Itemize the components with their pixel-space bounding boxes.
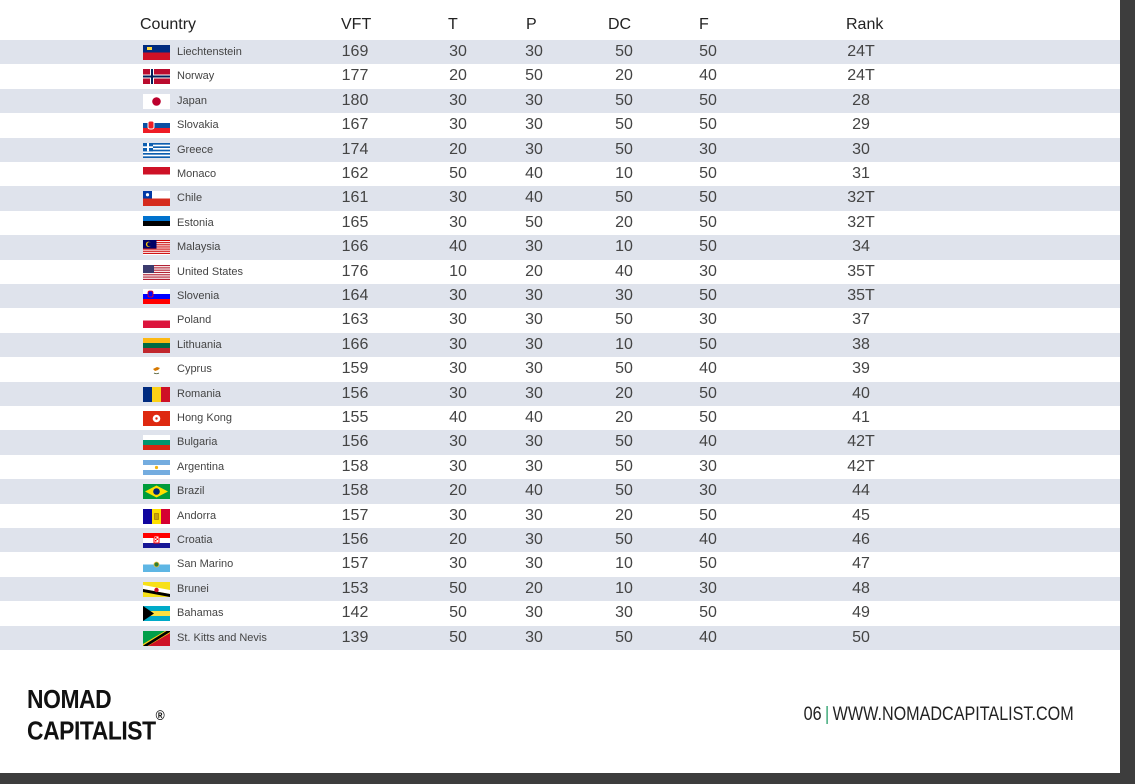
t-cell: 50	[449, 628, 467, 646]
rank-cell: 24T	[847, 43, 875, 60]
country-name: Cyprus	[177, 363, 212, 376]
f-cell: 40	[699, 360, 717, 378]
greece-flag-icon	[143, 143, 170, 158]
f-cell: 50	[699, 116, 717, 134]
country-name: Estonia	[177, 216, 214, 229]
rank-cell: 42T	[847, 457, 875, 475]
rank-cell: 39	[852, 360, 870, 378]
table-row	[0, 138, 1120, 162]
country-name: Malaysia	[177, 241, 221, 254]
p-cell: 30	[525, 457, 543, 475]
table-row	[0, 479, 1120, 503]
dc-cell: 30	[615, 604, 633, 622]
vft-cell: 162	[341, 165, 369, 182]
t-cell: 40	[449, 238, 467, 256]
p-cell: 30	[525, 433, 543, 451]
rank-cell: 35T	[847, 262, 875, 280]
t-cell: 30	[449, 213, 467, 231]
vft-cell: 155	[341, 409, 369, 426]
table-row	[0, 601, 1120, 625]
f-cell: 30	[699, 140, 717, 158]
p-cell: 50	[525, 67, 543, 85]
rank-cell: 42T	[847, 433, 875, 451]
f-cell: 50	[699, 555, 717, 573]
country-name: Lithuania	[177, 338, 222, 351]
rank-cell: 28	[852, 91, 870, 109]
t-cell: 30	[449, 311, 467, 329]
rank-cell: 48	[852, 579, 870, 597]
table-row	[0, 284, 1120, 308]
f-cell: 40	[699, 433, 717, 451]
f-cell: 50	[699, 384, 717, 402]
chile-flag-icon	[143, 191, 170, 206]
t-cell: 20	[449, 531, 467, 548]
website-link[interactable]: WWW.NOMADCAPITALIST.COM	[832, 704, 1074, 725]
country-name: Hong Kong	[177, 412, 233, 424]
dc-cell: 10	[615, 579, 633, 597]
p-cell: 30	[525, 360, 543, 378]
table-row	[0, 235, 1120, 259]
dc-cell: 20	[615, 213, 633, 231]
t-cell: 50	[449, 579, 467, 597]
t-cell: 30	[449, 457, 467, 475]
table-row	[0, 382, 1120, 406]
dc-cell: 20	[615, 67, 633, 85]
country-name: Poland	[177, 314, 212, 327]
table-row	[0, 577, 1120, 601]
brunei-flag-icon	[143, 582, 170, 597]
country-name: Slovakia	[177, 119, 219, 132]
p-cell: 30	[525, 506, 543, 524]
bulgaria-flag-icon	[143, 435, 170, 450]
country-name: Romania	[177, 387, 222, 400]
slovakia-flag-icon	[143, 118, 170, 133]
hong-kong-flag-icon	[143, 411, 170, 426]
t-cell: 50	[449, 604, 467, 622]
vft-cell: 164	[341, 287, 369, 304]
p-cell: 30	[525, 43, 543, 60]
country-name: Bulgaria	[177, 436, 218, 449]
rank-cell: 30	[852, 140, 870, 158]
t-cell: 30	[449, 116, 467, 134]
dc-cell: 50	[615, 189, 633, 207]
table-row	[0, 308, 1120, 332]
p-cell: 20	[525, 579, 543, 597]
rank-cell: 24T	[847, 67, 875, 85]
table-row	[0, 333, 1120, 357]
f-cell: 40	[699, 531, 717, 548]
t-cell: 30	[449, 43, 467, 60]
dc-cell: 50	[615, 482, 633, 500]
dc-cell: 20	[615, 506, 633, 524]
f-cell: 50	[699, 604, 717, 622]
t-cell: 20	[449, 140, 467, 158]
p-cell: 30	[525, 604, 543, 622]
vft-cell: 176	[341, 262, 369, 280]
vft-cell: 163	[341, 311, 369, 329]
vft-cell: 142	[341, 604, 369, 622]
vft-cell: 169	[341, 43, 369, 60]
f-cell: 50	[699, 213, 717, 231]
rank-cell: 40	[852, 384, 870, 402]
vft-cell: 174	[341, 140, 369, 158]
p-cell: 40	[525, 189, 543, 207]
vft-cell: 165	[341, 213, 369, 231]
country-name: Brazil	[177, 485, 205, 498]
rank-cell: 44	[852, 482, 870, 500]
estonia-flag-icon	[143, 216, 170, 231]
logo-line-1: NOMAD	[27, 684, 112, 714]
t-cell: 30	[449, 384, 467, 402]
rank-cell: 35T	[847, 287, 875, 304]
p-cell: 30	[525, 287, 543, 304]
table-row	[0, 430, 1120, 454]
t-cell: 30	[449, 433, 467, 451]
brazil-flag-icon	[143, 484, 170, 499]
p-cell: 30	[525, 628, 543, 646]
t-cell: 30	[449, 287, 467, 304]
lithuania-flag-icon	[143, 338, 170, 353]
dc-cell: 50	[615, 116, 633, 134]
rank-cell: 38	[852, 335, 870, 353]
vft-cell: 177	[341, 67, 369, 85]
t-cell: 30	[449, 555, 467, 573]
f-cell: 50	[699, 409, 717, 426]
t-cell: 50	[449, 165, 467, 182]
bahamas-flag-icon	[143, 606, 170, 621]
united-states-flag-icon	[143, 265, 170, 280]
vft-cell: 159	[341, 360, 369, 378]
dc-cell: 10	[615, 238, 633, 256]
f-cell: 30	[699, 311, 717, 329]
rank-cell: 31	[852, 165, 870, 182]
header-f: F	[699, 16, 709, 33]
header-t: T	[448, 16, 458, 33]
f-cell: 40	[699, 67, 717, 85]
country-name: Liechtenstein	[177, 46, 242, 58]
dc-cell: 20	[615, 384, 633, 402]
country-name: Brunei	[177, 582, 209, 595]
table-row	[0, 40, 1120, 64]
japan-flag-icon	[143, 94, 170, 109]
country-name: Japan	[177, 94, 207, 107]
croatia-flag-icon	[143, 533, 170, 548]
dc-cell: 40	[615, 262, 633, 280]
table-row	[0, 626, 1120, 650]
dc-cell: 50	[615, 457, 633, 475]
rank-cell: 46	[852, 531, 870, 548]
dc-cell: 50	[615, 91, 633, 109]
vft-cell: 167	[341, 116, 369, 134]
romania-flag-icon	[143, 387, 170, 402]
p-cell: 30	[525, 311, 543, 329]
country-name: Chile	[177, 192, 203, 205]
dc-cell: 50	[615, 43, 633, 60]
p-cell: 50	[525, 213, 543, 231]
cyprus-flag-icon	[143, 362, 170, 377]
header-rank: Rank	[846, 16, 884, 33]
table-row	[0, 211, 1120, 235]
vft-cell: 158	[341, 482, 369, 500]
page-number: 06	[803, 704, 822, 725]
country-name: United States	[177, 265, 244, 278]
vft-cell: 139	[341, 628, 369, 646]
p-cell: 40	[525, 165, 543, 182]
logo-line-2: CAPITALIST	[27, 715, 156, 746]
vft-cell: 153	[341, 579, 369, 597]
vft-cell: 166	[341, 238, 369, 256]
p-cell: 20	[525, 262, 543, 280]
f-cell: 30	[699, 262, 717, 280]
registered-mark: ®	[155, 707, 165, 723]
rank-cell: 32T	[847, 213, 875, 231]
vft-cell: 158	[341, 457, 369, 475]
dc-cell: 20	[615, 409, 633, 426]
san-marino-flag-icon	[143, 557, 170, 572]
dc-cell: 50	[615, 360, 633, 378]
rank-cell: 37	[852, 311, 870, 329]
vft-cell: 161	[341, 189, 369, 207]
f-cell: 50	[699, 189, 717, 207]
nomad-capitalist-logo	[27, 686, 164, 744]
vft-cell: 157	[341, 555, 369, 573]
f-cell: 40	[699, 628, 717, 646]
p-cell: 30	[525, 91, 543, 109]
t-cell: 30	[449, 335, 467, 353]
dc-cell: 50	[615, 140, 633, 158]
dc-cell: 10	[615, 555, 633, 573]
p-cell: 30	[525, 238, 543, 256]
dc-cell: 50	[615, 628, 633, 646]
p-cell: 40	[525, 409, 543, 426]
table-row	[0, 64, 1120, 88]
header-vft: VFT	[341, 16, 372, 33]
table-row	[0, 186, 1120, 210]
country-name: Andorra	[177, 509, 217, 522]
header-country: Country	[140, 16, 197, 33]
dc-cell: 10	[615, 335, 633, 353]
vft-cell: 157	[341, 506, 369, 524]
table-row	[0, 455, 1120, 479]
st-kitts-and-nevis-flag-icon	[143, 631, 170, 646]
liechtenstein-flag-icon	[143, 45, 170, 60]
f-cell: 50	[699, 287, 717, 304]
table-row	[0, 406, 1120, 430]
table-row	[0, 357, 1120, 381]
p-cell: 40	[525, 482, 543, 500]
dc-cell: 10	[615, 165, 633, 182]
t-cell: 30	[449, 189, 467, 207]
f-cell: 50	[699, 43, 717, 60]
vft-cell: 166	[341, 335, 369, 353]
rank-cell: 34	[852, 238, 870, 256]
t-cell: 40	[449, 409, 467, 426]
p-cell: 30	[525, 140, 543, 158]
country-name: Monaco	[177, 168, 217, 180]
table-row	[0, 504, 1120, 528]
country-name: Greece	[177, 143, 214, 156]
andorra-flag-icon	[143, 509, 170, 524]
country-name: Croatia	[177, 534, 213, 546]
rank-cell: 47	[852, 555, 870, 573]
table-row	[0, 113, 1120, 137]
dc-cell: 50	[615, 531, 633, 548]
f-cell: 50	[699, 335, 717, 353]
poland-flag-icon	[143, 313, 170, 328]
footer-separator: |	[825, 704, 830, 725]
t-cell: 10	[449, 262, 467, 280]
country-name: San Marino	[177, 558, 234, 571]
f-cell: 30	[699, 482, 717, 500]
t-cell: 20	[449, 482, 467, 500]
rank-cell: 41	[852, 409, 870, 426]
country-name: Argentina	[177, 460, 225, 473]
dc-cell: 50	[615, 311, 633, 329]
slovenia-flag-icon	[143, 289, 170, 304]
country-name: St. Kitts and Nevis	[177, 631, 267, 644]
page-footer	[804, 704, 1074, 726]
vft-cell: 180	[341, 91, 369, 109]
p-cell: 30	[525, 335, 543, 353]
t-cell: 20	[449, 67, 467, 85]
header-dc: DC	[608, 16, 632, 33]
rank-cell: 32T	[847, 189, 875, 207]
f-cell: 50	[699, 165, 717, 182]
rank-cell: 50	[852, 628, 870, 646]
country-name: Slovenia	[177, 290, 220, 302]
f-cell: 30	[699, 579, 717, 597]
rank-cell: 49	[852, 604, 870, 622]
table-row	[0, 528, 1120, 552]
rank-cell: 45	[852, 506, 870, 524]
dc-cell: 30	[615, 287, 633, 304]
table-row	[0, 260, 1120, 284]
country-name: Bahamas	[177, 607, 224, 620]
monaco-flag-icon	[143, 167, 170, 182]
p-cell: 30	[525, 531, 543, 548]
vft-cell: 156	[341, 531, 369, 548]
f-cell: 50	[699, 238, 717, 256]
p-cell: 30	[525, 384, 543, 402]
t-cell: 30	[449, 506, 467, 524]
f-cell: 50	[699, 506, 717, 524]
p-cell: 30	[525, 116, 543, 134]
country-name: Norway	[177, 70, 215, 83]
norway-flag-icon	[143, 69, 170, 84]
dc-cell: 50	[615, 433, 633, 451]
table-row	[0, 552, 1120, 576]
rank-cell: 29	[852, 116, 870, 134]
t-cell: 30	[449, 360, 467, 378]
vft-cell: 156	[341, 433, 369, 451]
malaysia-flag-icon	[143, 240, 170, 255]
header-p: P	[526, 16, 537, 33]
table-row	[0, 89, 1120, 113]
p-cell: 30	[525, 555, 543, 573]
argentina-flag-icon	[143, 460, 170, 475]
f-cell: 30	[699, 457, 717, 475]
f-cell: 50	[699, 91, 717, 109]
t-cell: 30	[449, 91, 467, 109]
vft-cell: 156	[341, 384, 369, 402]
table-row	[0, 162, 1120, 186]
